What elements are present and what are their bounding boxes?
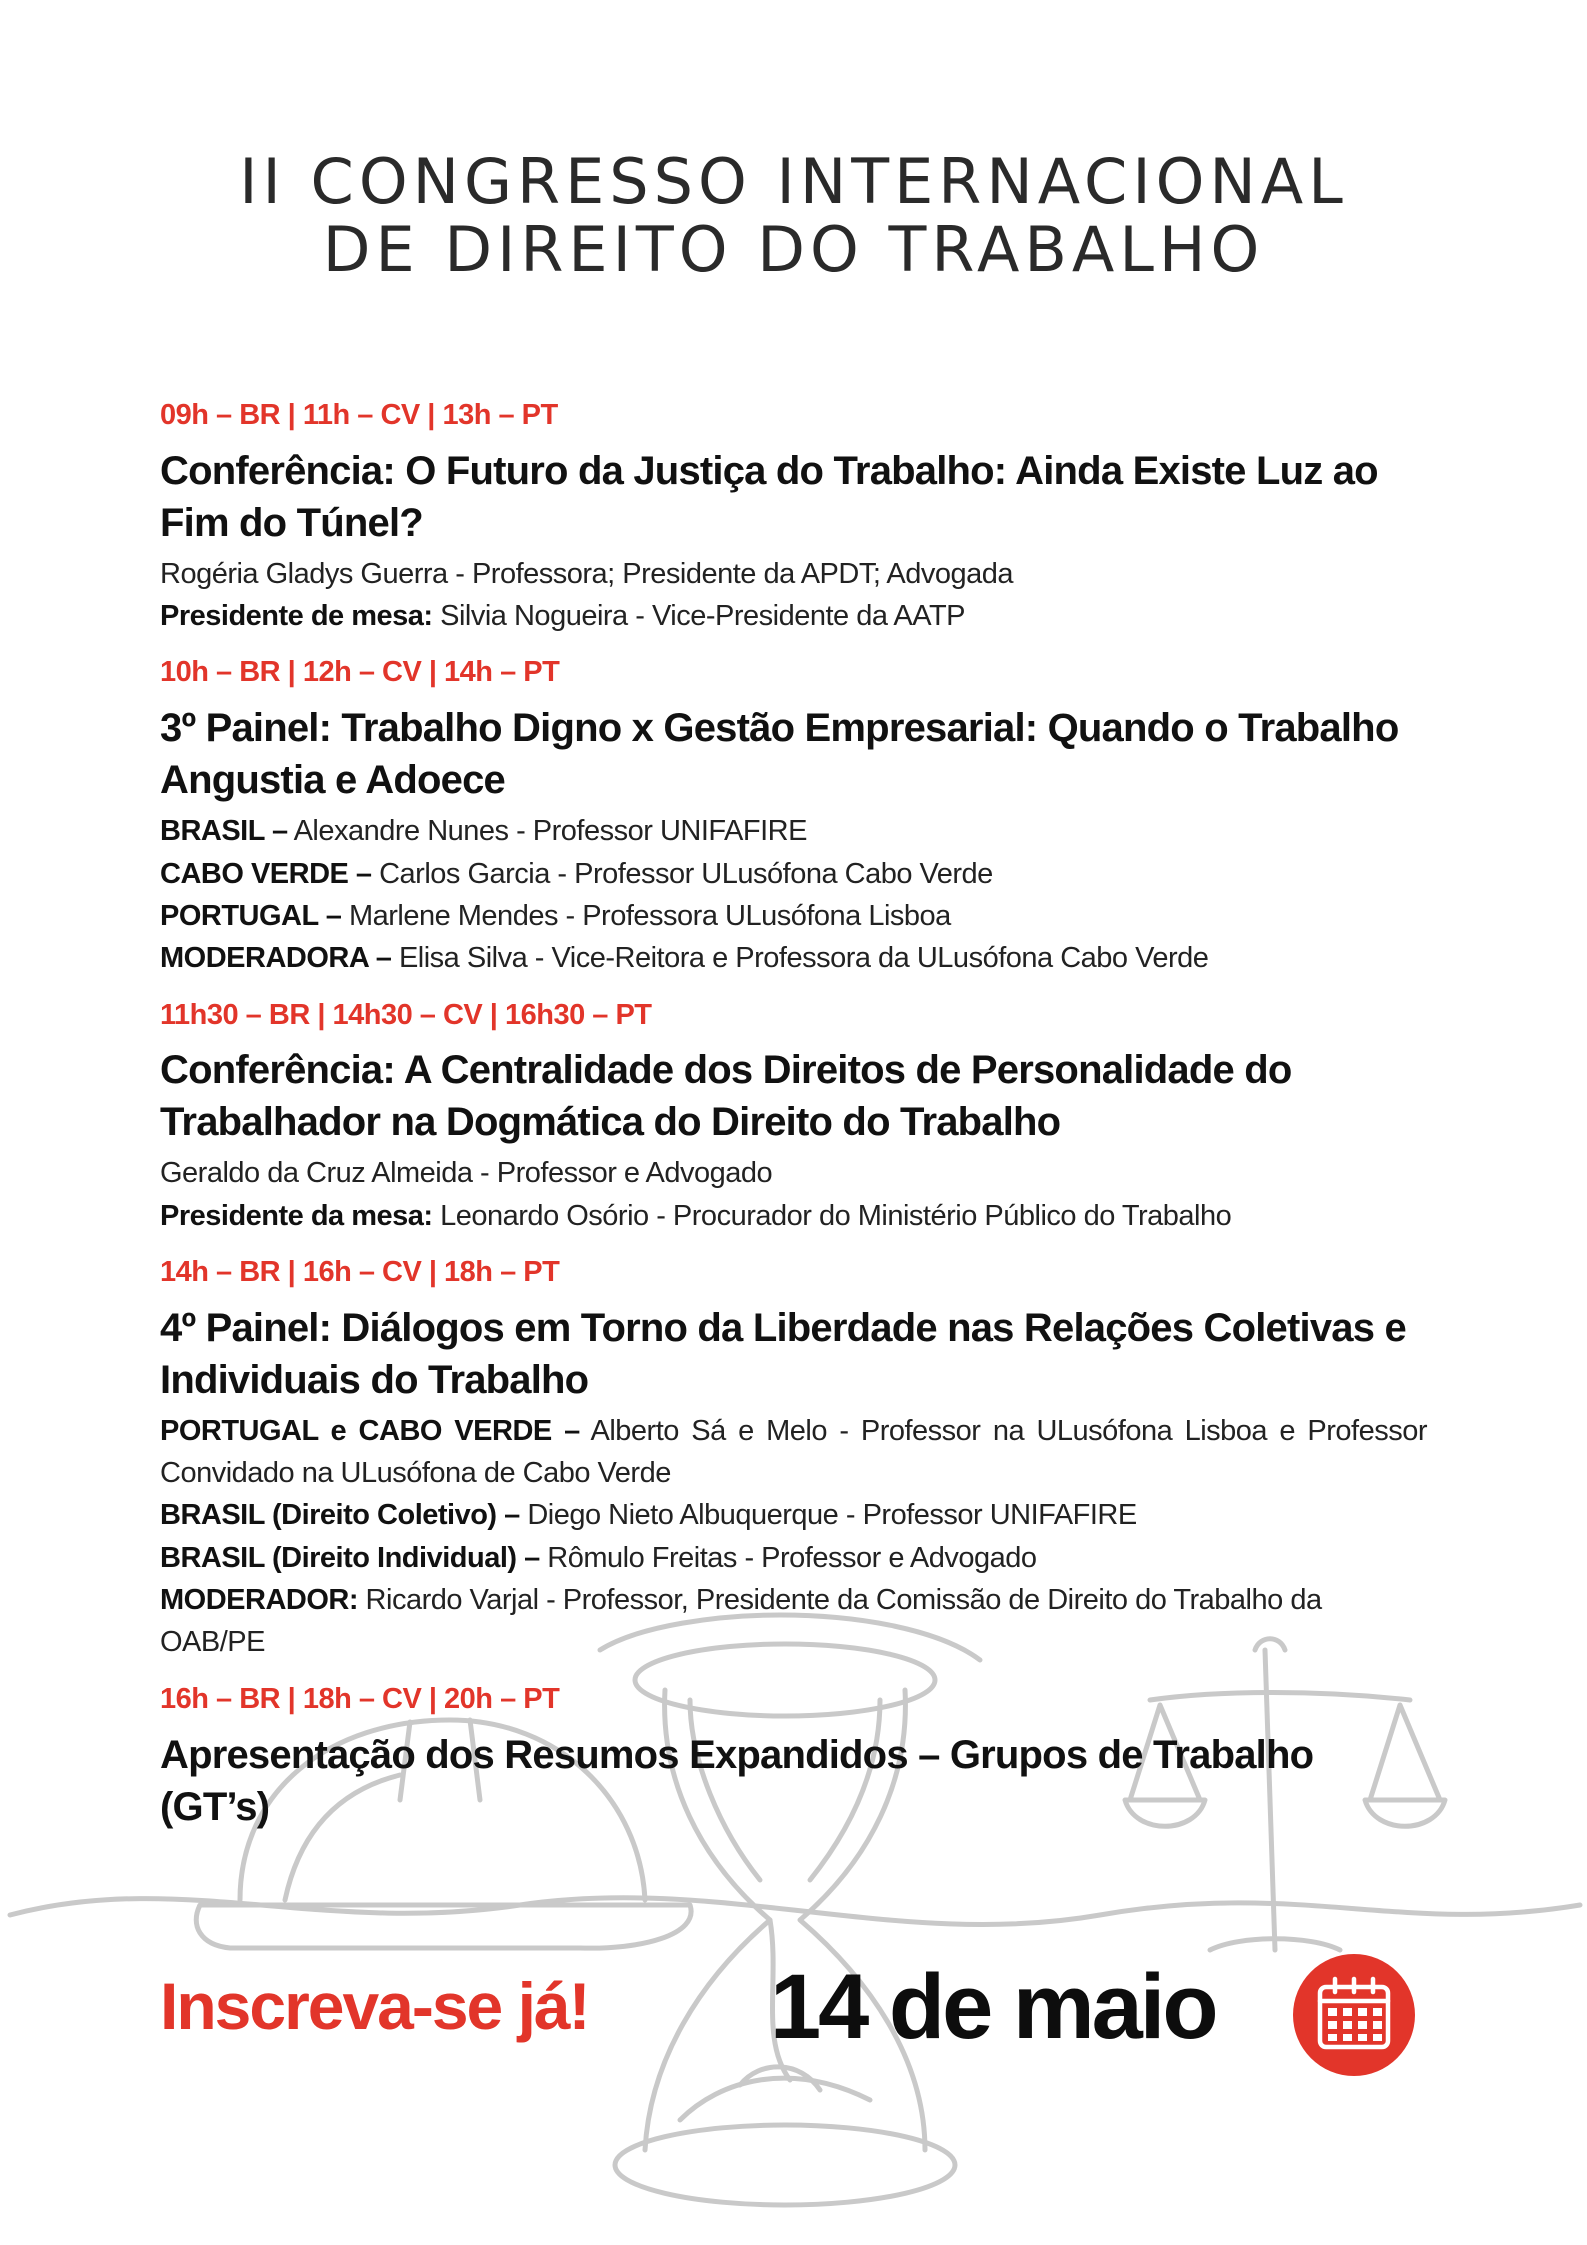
speaker-line [160,810,1427,852]
session-time: 14h – BR | 16h – CV | 18h – PT [160,1256,560,1289]
session-item [160,655,1427,979]
session-time: 16h – BR | 18h – CV | 20h – PT [160,1682,560,1715]
speaker-text: Diego Nieto Albuquerque - Professor UNIFAFIRE [519,1499,1137,1532]
speaker-line [160,1195,1427,1237]
session-title: Conferência: A Centralidade dos Direitos de Personalidade do Trabalhador na Dogmática do Direito do Trabalho [160,1048,1292,1145]
speaker-line [160,553,1427,595]
session-item [160,1682,1427,1833]
session-time: 10h – BR | 12h – CV | 14h – PT [160,656,560,689]
speaker-text: Alberto Sá e Melo - Professor na ULusófona Lisboa e Professor Convidado na ULusófona de Cabo Verde [160,1414,1427,1490]
session-item [160,1255,1427,1664]
session-time: 09h – BR | 11h – CV | 13h – PT [160,399,558,431]
speaker-text: Rogéria Gladys Guerra - Professora; Presidente da APDT; Advogada [160,557,1013,590]
speaker-line [160,1494,1427,1536]
speaker-text: Silvia Nogueira - Vice-Presidente da AATP [432,600,965,633]
ground-line [10,1898,1580,1925]
speaker-role: PORTUGAL e CABO VERDE – [160,1414,580,1447]
speaker-text: Ricardo Varjal - Professor, Presidente da Comissão de Direito do Trabalho da OAB/PE [160,1584,1322,1659]
speaker-text: Marlene Mendes - Professora ULusófona Lisboa [341,899,951,932]
calendar-icon [1293,1954,1415,2076]
session-title: Apresentação dos Resumos Expandidos – Grupos de Trabalho (GT’s) [160,1732,1314,1829]
speaker-text: Rômulo Freitas - Professor e Advogado [539,1541,1037,1574]
event-date: 14 de maio [770,1956,1216,2058]
speaker-line [160,1410,1427,1495]
speaker-line [160,1537,1427,1579]
speaker-role: Presidente da mesa: [160,1199,433,1232]
speaker-line [160,937,1427,979]
session-title: 4º Painel: Diálogos em Torno da Liberdade nas Relações Coletivas e Individuais do Trabalho [160,1305,1406,1402]
speaker-role: Presidente de mesa: [160,600,433,633]
speaker-role: BRASIL (Direito Individual) – [160,1541,540,1574]
speaker-line [160,895,1427,937]
title-line-1: II CONGRESSO INTERNACIONAL [239,145,1348,218]
speaker-text: Carlos Garcia - Professor ULusófona Cabo Verde [371,857,993,890]
speaker-role: MODERADORA – [160,942,392,975]
page-title [0,145,1587,287]
speaker-line [160,1579,1427,1664]
speaker-text: Elisa Silva - Vice-Reitora e Professora da ULusófona Cabo Verde [391,942,1209,975]
register-cta[interactable]: Inscreva-se já! [160,1969,589,2043]
program-schedule [160,398,1427,1851]
session-title: 3º Painel: Trabalho Digno x Gestão Empresarial: Quando o Trabalho Angustia e Adoece [160,706,1399,803]
speaker-line [160,1152,1427,1194]
session-title: Conferência: O Futuro da Justiça do Trabalho: Ainda Existe Luz ao Fim do Túnel? [160,448,1378,545]
speaker-role: MODERADOR: [160,1584,358,1617]
speaker-text: Leonardo Osório - Procurador do Ministério Público do Trabalho [432,1199,1232,1232]
speaker-line [160,853,1427,895]
title-line-2: DE DIREITO DO TRABALHO [322,213,1265,287]
speaker-role: PORTUGAL – [160,899,342,932]
speaker-role: CABO VERDE – [160,857,372,890]
speaker-line [160,595,1427,637]
speaker-role: BRASIL – [160,815,288,848]
session-time: 11h30 – BR | 14h30 – CV | 16h30 – PT [160,998,652,1031]
speaker-role: BRASIL (Direito Coletivo) – [160,1499,520,1532]
session-item [160,998,1427,1237]
speaker-text: Alexandre Nunes - Professor UNIFAFIRE [287,815,807,848]
session-item [160,398,1427,637]
speaker-text: Geraldo da Cruz Almeida - Professor e Advogado [160,1157,773,1190]
